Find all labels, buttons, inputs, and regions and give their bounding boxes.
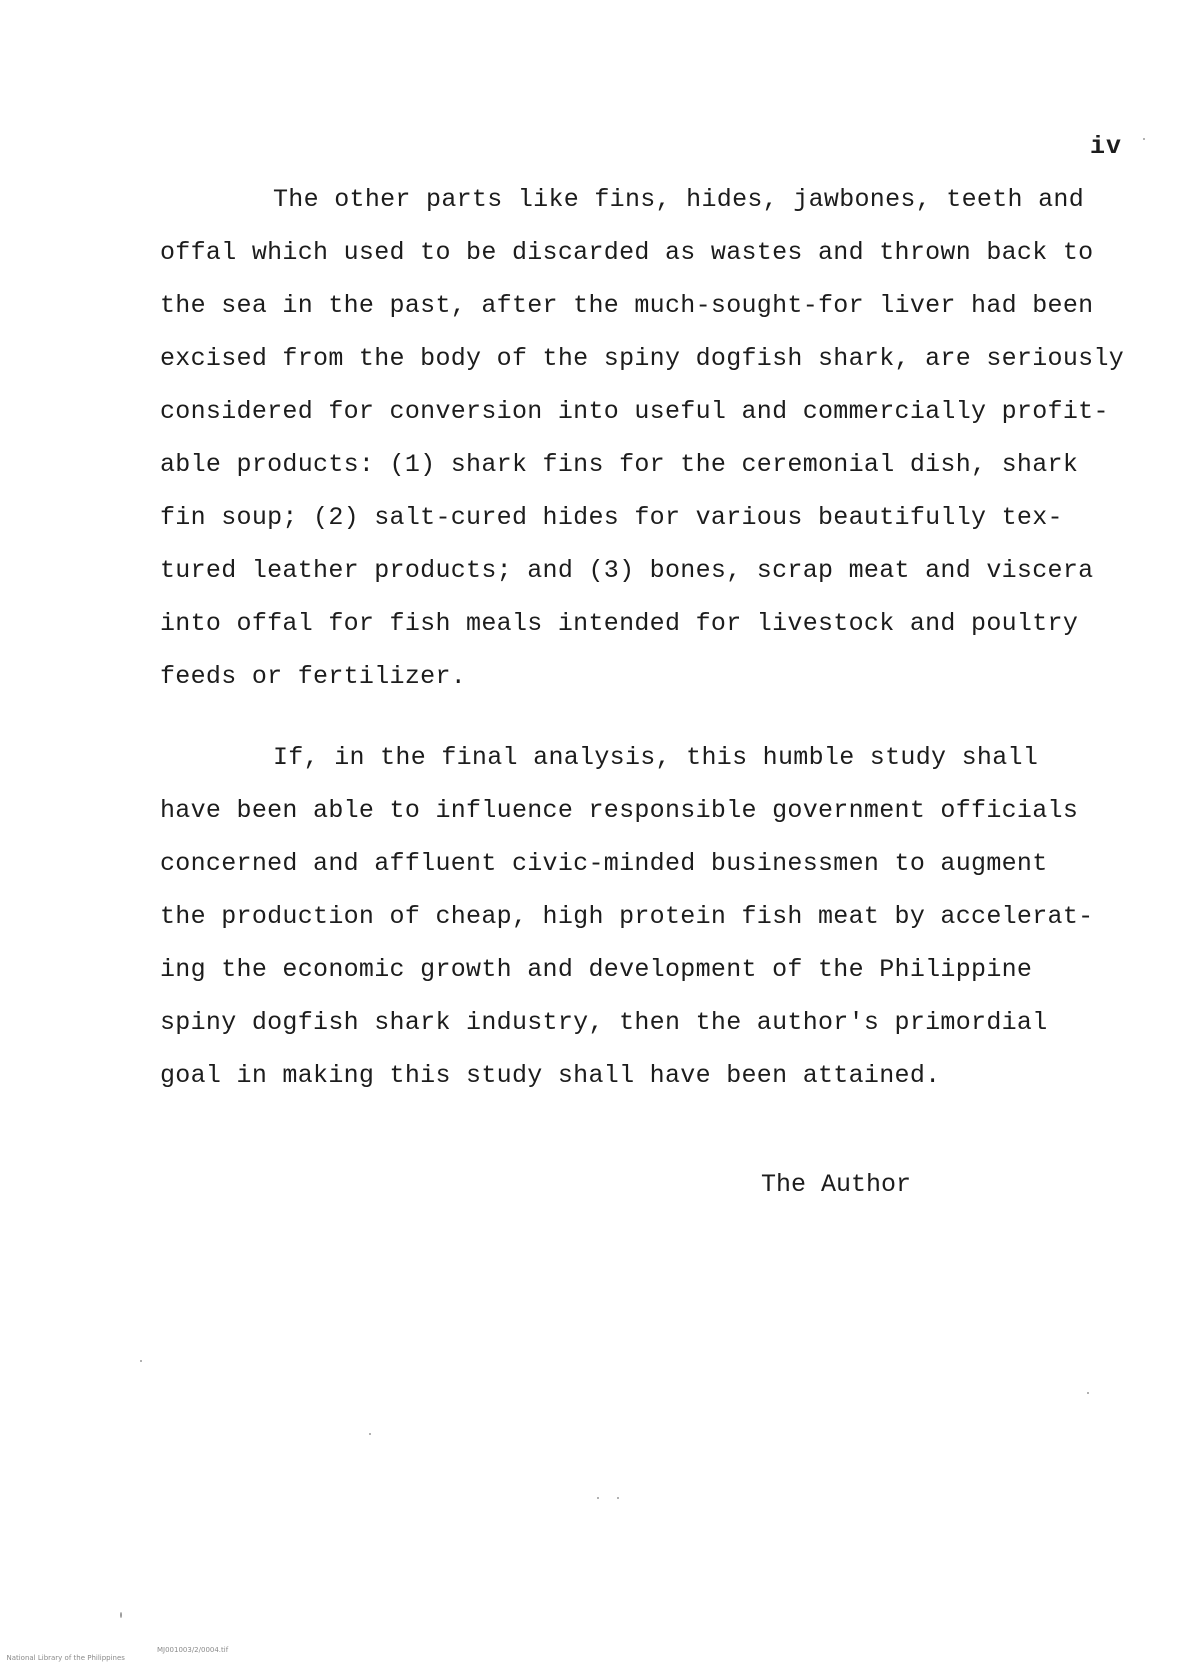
scan-footer (2, 1646, 229, 1670)
text-line: feeds or fertilizer. (160, 662, 467, 691)
signature: The Author (761, 1170, 912, 1199)
text-line: concerned and affluent civic-minded businessmen to augment (160, 849, 1048, 878)
text-line: into offal for fish meals intended for livestock and poultry (160, 609, 1079, 638)
footer-right: MJ001003/2/0004.tif (157, 1646, 229, 1654)
text-line: The other parts like fins, hides, jawbones, teeth and (273, 185, 1085, 214)
text-line: goal in making this study shall have been attained. (160, 1061, 941, 1090)
text-line: tured leather products; and (3) bones, scrap meat and viscera (160, 556, 1094, 585)
scan-speck (120, 1612, 122, 1618)
scan-speck (597, 1497, 599, 1499)
text-line: the sea in the past, after the much-sought-for liver had been (160, 291, 1094, 320)
scan-speck (1143, 138, 1145, 140)
text-line: ing the economic growth and development of the Philippine (160, 955, 1033, 984)
scan-speck (617, 1497, 619, 1499)
footer-left: National Library of the Philippines (6, 1654, 125, 1662)
text-line: fin soup; (2) salt-cured hides for various beautifully tex- (160, 503, 1063, 532)
text-line: If, in the final analysis, this humble study shall (273, 743, 1039, 772)
scan-speck (369, 1433, 371, 1435)
text-line: the production of cheap, high protein fish meat by accelerat- (160, 902, 1094, 931)
text-line: have been able to influence responsible government officials (160, 796, 1079, 825)
text-line: considered for conversion into useful and commercially profit- (160, 397, 1109, 426)
text-line: spiny dogfish shark industry, then the author's primordial (160, 1008, 1048, 1037)
text-line: offal which used to be discarded as wastes and thrown back to (160, 238, 1094, 267)
page-number: iv (1090, 132, 1123, 161)
text-line: able products: (1) shark fins for the ceremonial dish, shark (160, 450, 1079, 479)
scan-speck (1087, 1392, 1089, 1394)
scan-speck (140, 1360, 142, 1362)
text-line: excised from the body of the spiny dogfish shark, are seriously (160, 344, 1125, 373)
